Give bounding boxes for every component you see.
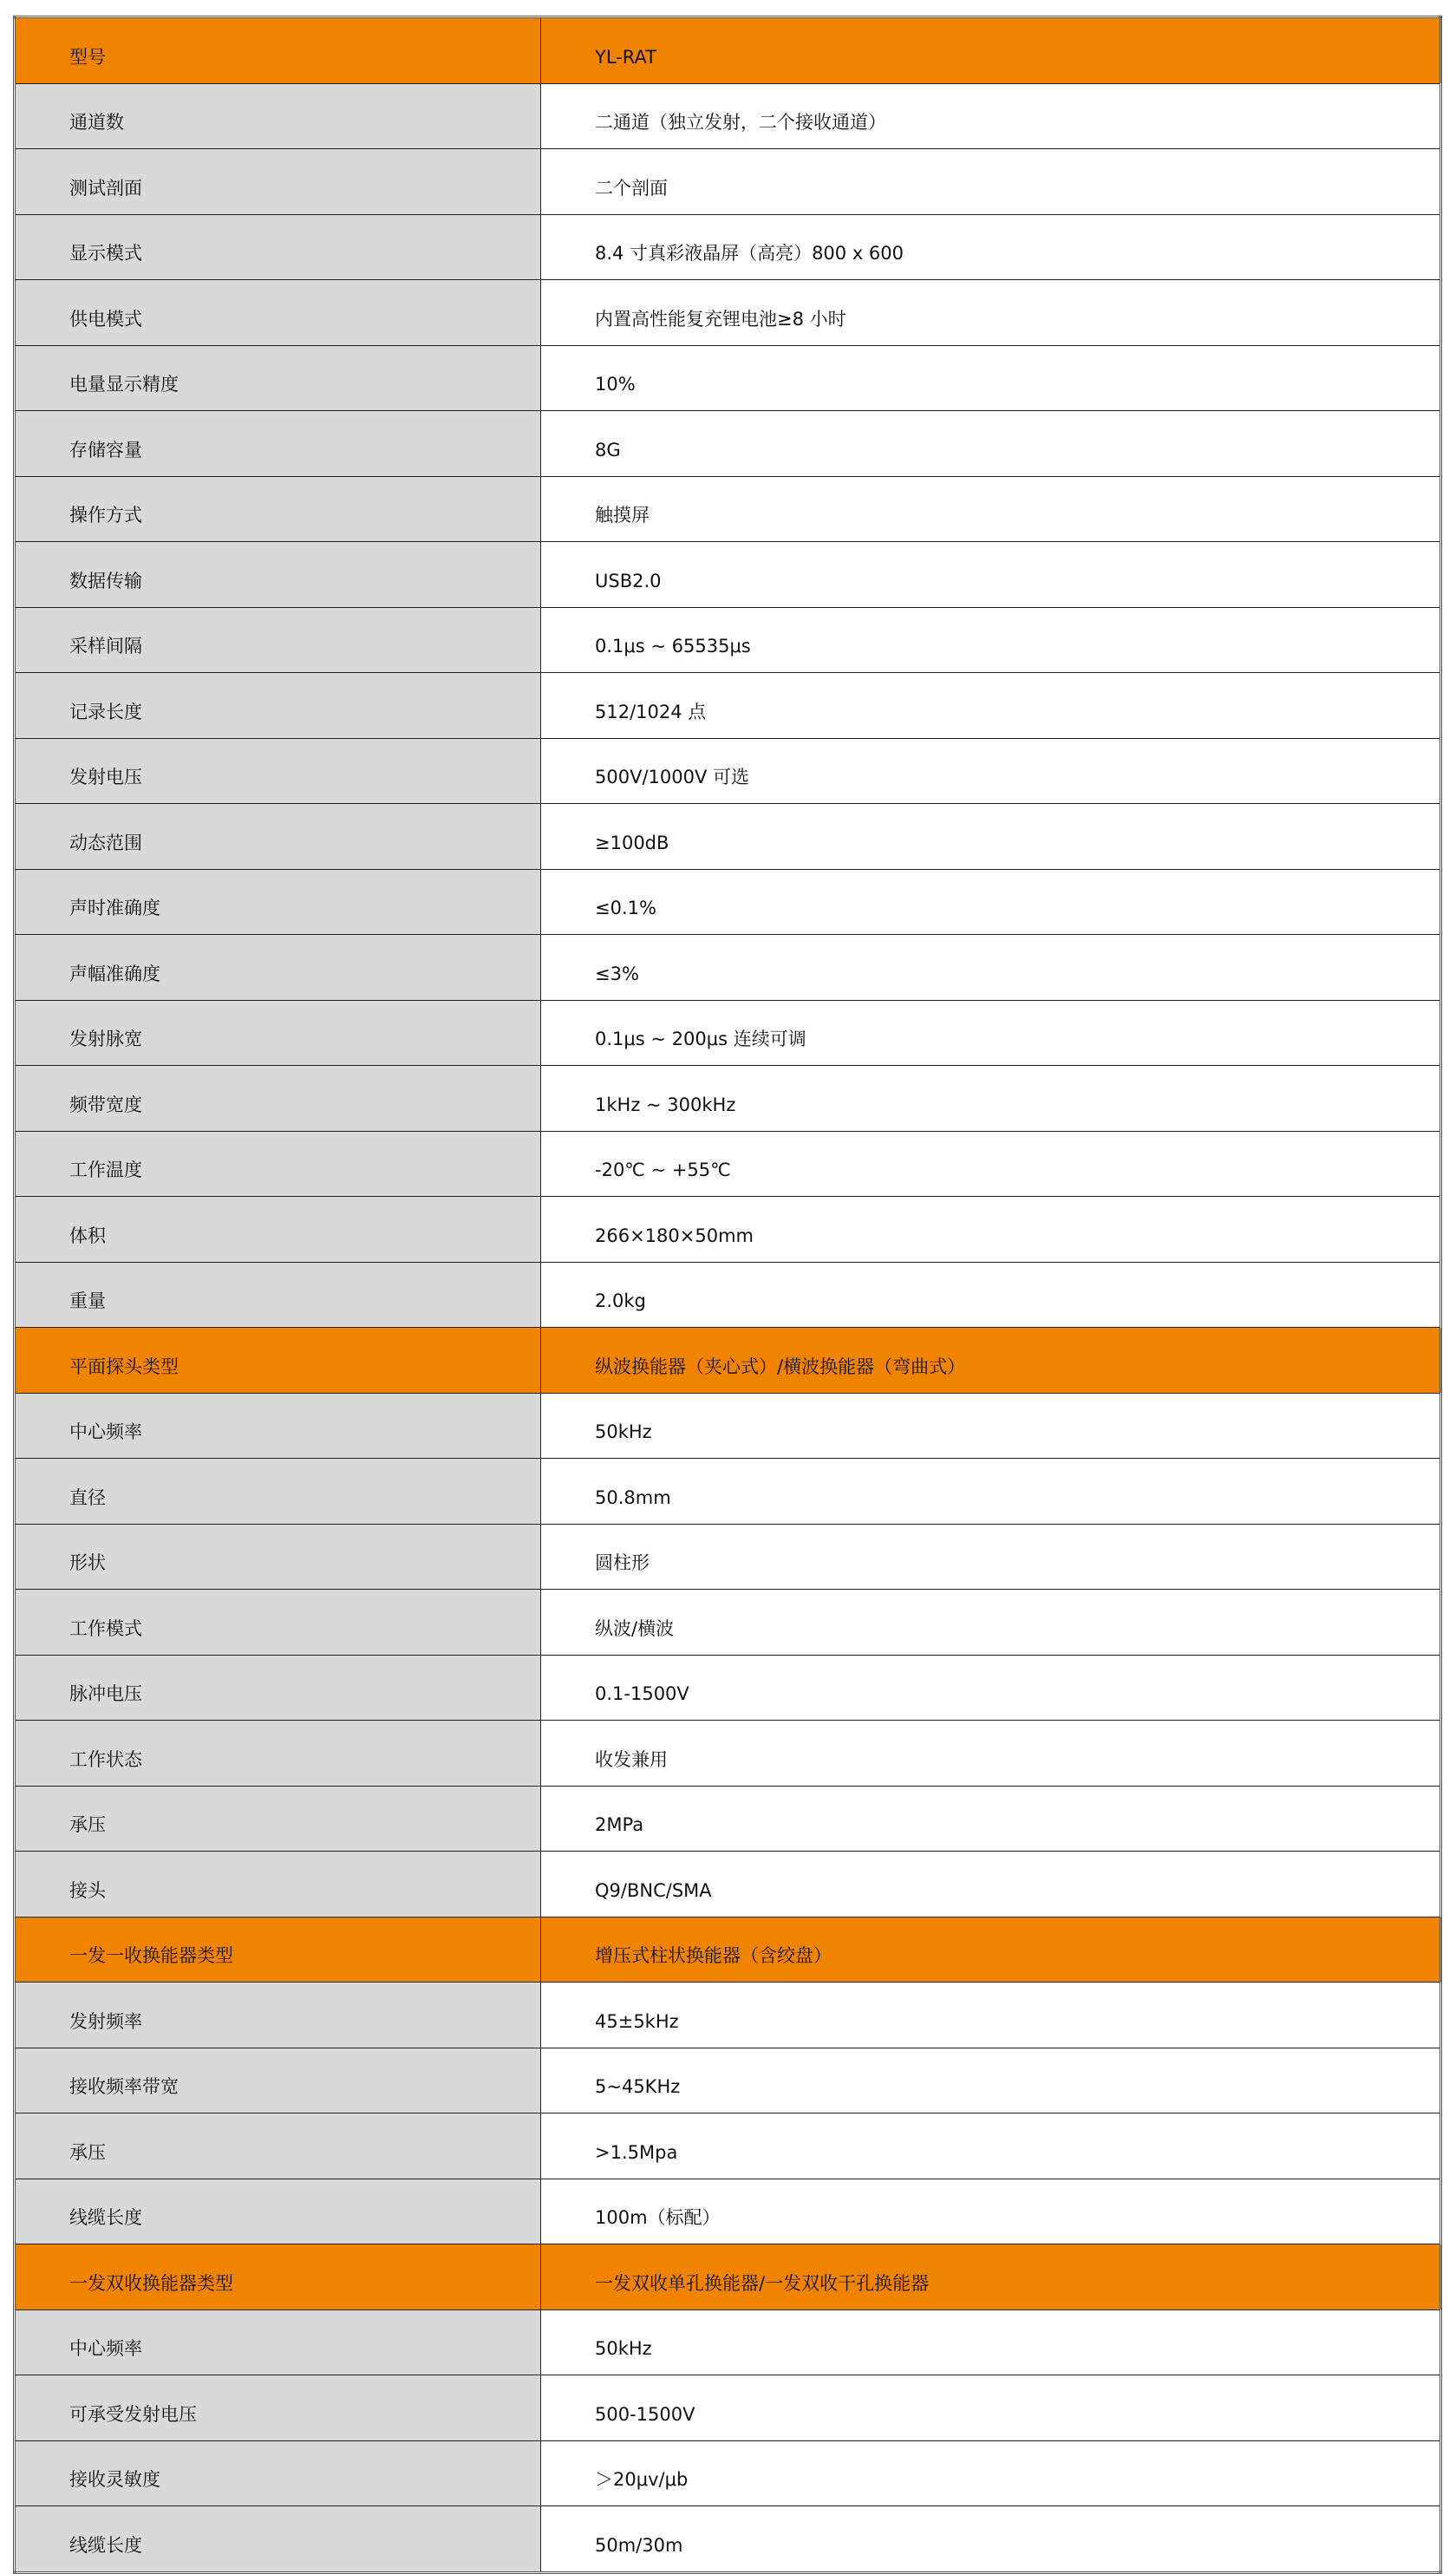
spec-value: ≤0.1% bbox=[541, 869, 1441, 935]
spec-label: 动态范围 bbox=[15, 804, 541, 870]
table-row bbox=[15, 804, 1441, 870]
table-row bbox=[15, 935, 1441, 1001]
table-row bbox=[15, 2179, 1441, 2244]
spec-value: USB2.0 bbox=[541, 542, 1441, 608]
spec-value: ≤3% bbox=[541, 935, 1441, 1001]
spec-label: 工作温度 bbox=[15, 1131, 541, 1197]
table-row bbox=[15, 738, 1441, 804]
table-row bbox=[15, 411, 1441, 477]
spec-value: 圆柱形 bbox=[541, 1524, 1441, 1590]
spec-label: 存储容量 bbox=[15, 411, 541, 477]
spec-label: 记录长度 bbox=[15, 673, 541, 739]
spec-label: 直径 bbox=[15, 1459, 541, 1525]
table-row bbox=[15, 1786, 1441, 1852]
table-row bbox=[15, 1983, 1441, 2048]
table-row bbox=[15, 2113, 1441, 2179]
spec-value: 触摸屏 bbox=[541, 476, 1441, 542]
spec-value: 2MPa bbox=[541, 1786, 1441, 1852]
spec-label: 发射脉宽 bbox=[15, 1000, 541, 1066]
spec-value: 50.8mm bbox=[541, 1459, 1441, 1525]
spec-label: 频带宽度 bbox=[15, 1066, 541, 1132]
spec-label: 电量显示精度 bbox=[15, 345, 541, 411]
table-row bbox=[15, 1524, 1441, 1590]
table-row bbox=[15, 1131, 1441, 1197]
section-header-row bbox=[15, 17, 1441, 84]
spec-label: 工作模式 bbox=[15, 1590, 541, 1656]
spec-value: 500-1500V bbox=[541, 2375, 1441, 2441]
spec-label: 承压 bbox=[15, 2113, 541, 2179]
spec-label: 形状 bbox=[15, 1524, 541, 1590]
spec-label: 发射频率 bbox=[15, 1983, 541, 2048]
table-row bbox=[15, 2048, 1441, 2113]
spec-label: 测试剖面 bbox=[15, 149, 541, 215]
spec-value: 0.1-1500V bbox=[541, 1655, 1441, 1721]
spec-value: 0.1μs ~ 200μs 连续可调 bbox=[541, 1000, 1441, 1066]
table-row bbox=[15, 542, 1441, 608]
spec-label: 接收灵敏度 bbox=[15, 2440, 541, 2506]
spec-value: 50kHz bbox=[541, 2309, 1441, 2375]
spec-value: 50kHz bbox=[541, 1393, 1441, 1459]
table-row bbox=[15, 869, 1441, 935]
spec-value: 收发兼用 bbox=[541, 1721, 1441, 1787]
spec-value: 纵波/横波 bbox=[541, 1590, 1441, 1656]
section-header-row bbox=[15, 1917, 1441, 1983]
table-row bbox=[15, 149, 1441, 215]
table-row bbox=[15, 1852, 1441, 1917]
spec-table-body bbox=[15, 17, 1441, 2573]
spec-label: 接收频率带宽 bbox=[15, 2048, 541, 2113]
spec-label: 中心频率 bbox=[15, 1393, 541, 1459]
section-header-row bbox=[15, 1328, 1441, 1394]
spec-label: 声时准确度 bbox=[15, 869, 541, 935]
table-row bbox=[15, 214, 1441, 280]
spec-value: 5~45KHz bbox=[541, 2048, 1441, 2113]
spec-value: ≥100dB bbox=[541, 804, 1441, 870]
table-row bbox=[15, 607, 1441, 673]
spec-label: 通道数 bbox=[15, 83, 541, 149]
spec-label: 一发一收换能器类型 bbox=[15, 1917, 541, 1983]
table-row bbox=[15, 2375, 1441, 2441]
spec-value: 500V/1000V 可选 bbox=[541, 738, 1441, 804]
spec-value: 2.0kg bbox=[541, 1262, 1441, 1328]
spec-table bbox=[13, 16, 1442, 2574]
spec-label: 中心频率 bbox=[15, 2309, 541, 2375]
spec-value: 内置高性能复充锂电池≥8 小时 bbox=[541, 280, 1441, 346]
spec-value: -20℃ ~ +55℃ bbox=[541, 1131, 1441, 1197]
table-row bbox=[15, 280, 1441, 346]
spec-label: 线缆长度 bbox=[15, 2506, 541, 2573]
table-row bbox=[15, 673, 1441, 739]
table-row bbox=[15, 2309, 1441, 2375]
table-row bbox=[15, 1393, 1441, 1459]
table-row bbox=[15, 1655, 1441, 1721]
spec-value: ＞20μv/μb bbox=[541, 2440, 1441, 2506]
spec-value: 8G bbox=[541, 411, 1441, 477]
table-row bbox=[15, 1066, 1441, 1132]
table-row bbox=[15, 83, 1441, 149]
table-row bbox=[15, 1721, 1441, 1787]
spec-label: 可承受发射电压 bbox=[15, 2375, 541, 2441]
spec-label: 声幅准确度 bbox=[15, 935, 541, 1001]
spec-value: 纵波换能器（夹心式）/横波换能器（弯曲式） bbox=[541, 1328, 1441, 1394]
spec-value: 一发双收单孔换能器/一发双收干孔换能器 bbox=[541, 2244, 1441, 2310]
spec-label: 接头 bbox=[15, 1852, 541, 1917]
spec-value: 二个剖面 bbox=[541, 149, 1441, 215]
spec-label: 平面探头类型 bbox=[15, 1328, 541, 1394]
spec-value: 1kHz ~ 300kHz bbox=[541, 1066, 1441, 1132]
table-row bbox=[15, 2440, 1441, 2506]
spec-value: 50m/30m bbox=[541, 2506, 1441, 2573]
table-row bbox=[15, 1197, 1441, 1263]
spec-label: 数据传输 bbox=[15, 542, 541, 608]
table-row bbox=[15, 1590, 1441, 1656]
spec-label: 脉冲电压 bbox=[15, 1655, 541, 1721]
spec-value: 10% bbox=[541, 345, 1441, 411]
section-header-row bbox=[15, 2244, 1441, 2310]
spec-label: 线缆长度 bbox=[15, 2179, 541, 2244]
spec-label: 发射电压 bbox=[15, 738, 541, 804]
spec-label: 采样间隔 bbox=[15, 607, 541, 673]
spec-label: 供电模式 bbox=[15, 280, 541, 346]
spec-label: 显示模式 bbox=[15, 214, 541, 280]
spec-label: 型号 bbox=[15, 17, 541, 84]
spec-value: 增压式柱状换能器（含绞盘） bbox=[541, 1917, 1441, 1983]
spec-value: 266×180×50mm bbox=[541, 1197, 1441, 1263]
table-row bbox=[15, 1459, 1441, 1525]
spec-value: 45±5kHz bbox=[541, 1983, 1441, 2048]
spec-value: YL-RAT bbox=[541, 17, 1441, 84]
spec-label: 重量 bbox=[15, 1262, 541, 1328]
spec-label: 工作状态 bbox=[15, 1721, 541, 1787]
spec-value: 512/1024 点 bbox=[541, 673, 1441, 739]
spec-label: 操作方式 bbox=[15, 476, 541, 542]
spec-label: 承压 bbox=[15, 1786, 541, 1852]
table-row bbox=[15, 1262, 1441, 1328]
table-row bbox=[15, 345, 1441, 411]
spec-label: 一发双收换能器类型 bbox=[15, 2244, 541, 2310]
spec-value: 0.1μs ~ 65535μs bbox=[541, 607, 1441, 673]
spec-value: >1.5Mpa bbox=[541, 2113, 1441, 2179]
spec-value: 二通道（独立发射，二个接收通道） bbox=[541, 83, 1441, 149]
table-row bbox=[15, 476, 1441, 542]
table-row bbox=[15, 2506, 1441, 2573]
spec-value: 100m（标配） bbox=[541, 2179, 1441, 2244]
spec-value: 8.4 寸真彩液晶屏（高亮）800 x 600 bbox=[541, 214, 1441, 280]
table-row bbox=[15, 1000, 1441, 1066]
spec-label: 体积 bbox=[15, 1197, 541, 1263]
spec-value: Q9/BNC/SMA bbox=[541, 1852, 1441, 1917]
